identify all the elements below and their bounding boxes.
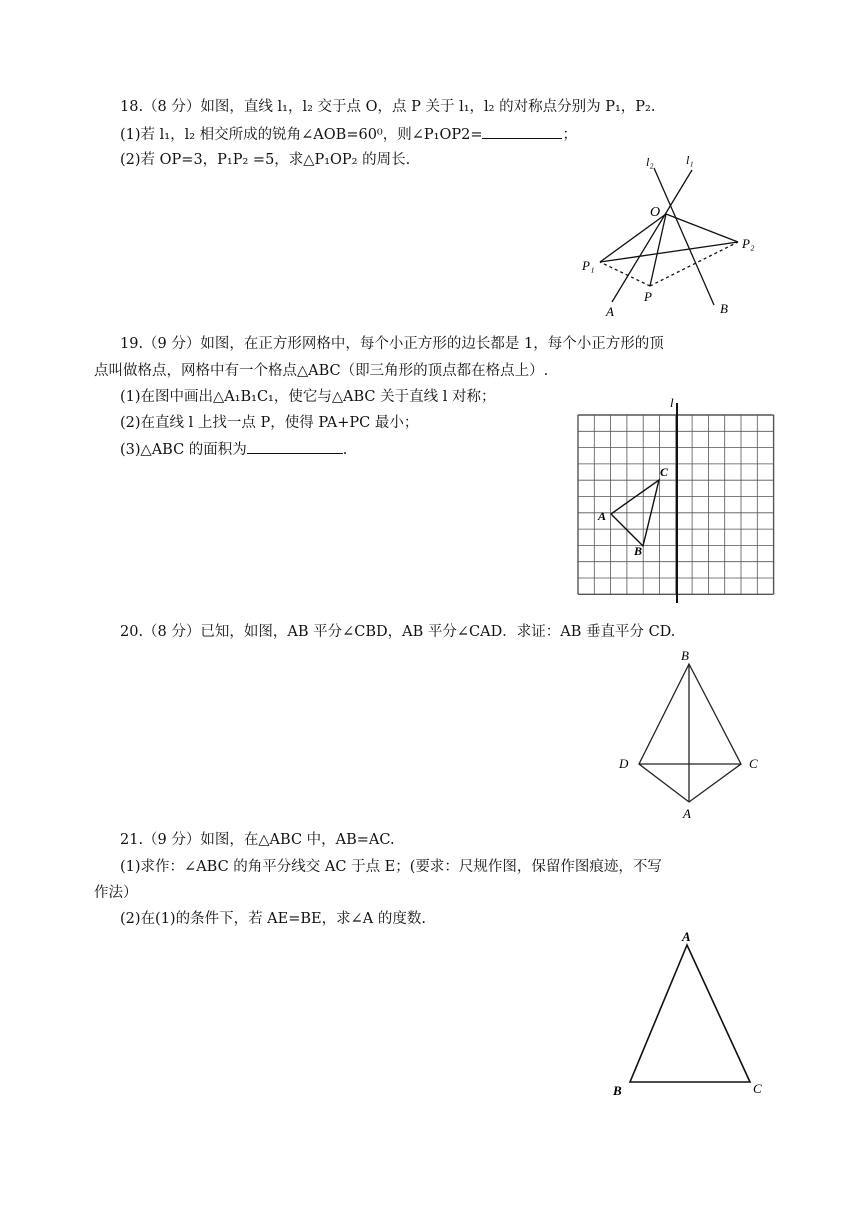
q18-answer-blank[interactable]: [482, 124, 562, 139]
q18-seg-P1P2: [600, 242, 738, 262]
q18-seg-OP2: [666, 214, 738, 242]
q19-grid-figure: [570, 395, 780, 605]
q18-figure: [580, 150, 780, 320]
q18-label-O: O: [650, 205, 661, 220]
q21-part2: (2)在(1)的条件下，若 AE=BE，求∠A 的度数.: [120, 911, 426, 927]
q19-label-A: A: [598, 509, 607, 523]
q18-stem: 18.（8 分）如图，直线 l₁，l₂ 交于点 O，点 P 关于 l₁，l₂ 的对称点分别为 P₁，P₂.: [120, 99, 656, 115]
q18-label-P: P: [644, 289, 652, 304]
q19-part3: [120, 439, 347, 460]
q21-part1-line1: (1)求作：∠ABC 的角平分线交 AC 于点 E；(要求：尺规作图，保留作图痕迹，不写: [120, 859, 662, 875]
q21-label-B: B: [613, 1083, 622, 1098]
q21-stem: 21.（9 分）如图，在△ABC 中，AB=AC.: [120, 832, 395, 848]
q20-stem: 20.（8 分）已知，如图，AB 平分∠CBD，AB 平分∠CAD．求证：AB 垂直平分 CD.: [120, 624, 676, 640]
q19-part3-tail: .: [342, 442, 348, 458]
q19-stem-line2: 点叫做格点，网格中有一个格点△ABC（即三角形的顶点都在格点上）.: [94, 363, 549, 379]
q18-part2: (2)若 OP=3，P₁P₂ =5，求△P₁OP₂ 的周长.: [120, 152, 411, 168]
q20-figure: [615, 648, 785, 823]
q18-label-A: A: [606, 304, 614, 319]
q19-part2: (2)在直线 l 上找一点 P，使得 PA+PC 最小；: [120, 415, 419, 431]
q18-seg-OP: [650, 214, 666, 286]
q19-grid: [578, 415, 774, 594]
q19-label-C: C: [660, 465, 669, 479]
q18-line-l2: [654, 168, 714, 305]
q18-label-B: B: [720, 301, 728, 316]
q19-stem-line1: 19.（9 分）如图，在正方形网格中，每个小正方形的边长都是 1，每个小正方形的顶: [120, 336, 664, 352]
q19-part1: (1)在图中画出△A₁B₁C₁，使它与△ABC 关于直线 l 对称；: [120, 389, 496, 405]
q20-label-B: B: [681, 648, 689, 663]
q19-part3-text: (3)△ABC 的面积为: [120, 442, 247, 458]
q21-figure: [605, 925, 775, 1100]
q19-label-l: l: [670, 395, 674, 410]
q18-label-P1: P₁: [582, 258, 595, 273]
q18-part1-tail: ；: [562, 127, 577, 143]
q18-line-l1: [612, 170, 692, 302]
q19-label-B: B: [634, 544, 643, 558]
q18-part1: [120, 124, 577, 145]
q18-seg-OP1: [600, 214, 666, 262]
q21-part1-line2: 作法）: [94, 885, 138, 901]
q21-triangle-ABC: [630, 945, 750, 1082]
q20-quad-BDAC: [639, 664, 741, 802]
q18-seg-PP1: [600, 262, 650, 286]
q21-label-C: C: [753, 1081, 762, 1096]
q18-label-P2: P₂: [742, 236, 755, 251]
q18-part1-text: (1)若 l₁，l₂ 相交所成的锐角∠AOB=60⁰，则∠P₁OP2=: [120, 127, 483, 143]
q20-label-D: D: [619, 756, 629, 771]
q18-label-l1: l₁: [686, 153, 694, 167]
q20-label-C: C: [749, 756, 758, 771]
q18-label-l2: l₂: [646, 155, 654, 169]
q21-label-A: A: [682, 929, 691, 944]
q20-label-A: A: [683, 806, 691, 821]
q19-answer-blank[interactable]: [247, 439, 343, 454]
